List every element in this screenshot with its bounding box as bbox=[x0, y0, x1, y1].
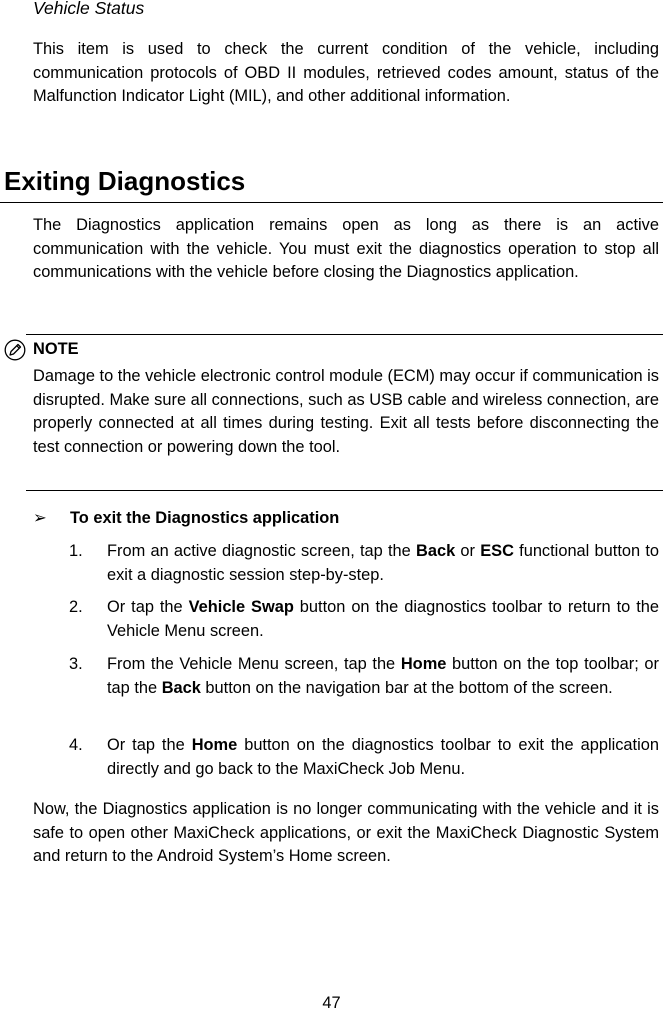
home-button-label: Home bbox=[191, 736, 238, 754]
procedure-title: To exit the Diagnostics application bbox=[70, 509, 340, 527]
section-title-underline bbox=[0, 202, 663, 203]
note-bottom-rule bbox=[26, 490, 663, 491]
procedure-heading bbox=[33, 508, 339, 528]
step-text: From an active diagnostic screen, tap the Back or ESC functional button to exit a diagnostic session step-by-step. bbox=[107, 542, 659, 584]
section-intro-paragraph: The Diagnostics application remains open as long as there is an active communication with the vehicle. You must exit the diagnostics operation to stop all communications with the vehicle before closing the Diagnostics application. bbox=[33, 216, 659, 282]
vehicle-status-subheading: Vehicle Status bbox=[33, 0, 145, 18]
vehicle-status-paragraph: This item is used to check the current condition of the vehicle, including communication protocols of OBD II modules, retrieved codes amount, status of the Malfunction Indicator Light (MIL), and other additional information. bbox=[33, 40, 659, 106]
step-number: 4. bbox=[69, 736, 83, 754]
note-top-rule bbox=[26, 334, 663, 335]
closing-paragraph: Now, the Diagnostics application is no longer communicating with the vehicle and it is safe to open other MaxiCheck applications, or exit the MaxiCheck Diagnostic System and return to the Android System’s Home screen. bbox=[33, 800, 659, 866]
step-number: 2. bbox=[69, 598, 83, 616]
vehicle-swap-button-label: Vehicle Swap bbox=[188, 598, 294, 616]
note-label: NOTE bbox=[33, 340, 79, 358]
esc-button-label: ESC bbox=[480, 542, 514, 560]
back-button-label: Back bbox=[416, 542, 456, 560]
note-text: Damage to the vehicle electronic control module (ECM) may occur if communication is disrupted. Make sure all connections, such as USB cable and wireless connection, are properly connected at all times during testing. Exit all tests before disconnecting the test connection or powering down the tool. bbox=[33, 367, 659, 457]
step-text: From the Vehicle Menu screen, tap the Home button on the top toolbar; or tap the Back button on the navigation bar at the bottom of the screen. bbox=[107, 655, 659, 697]
step-number: 1. bbox=[69, 542, 83, 560]
back-button-label: Back bbox=[161, 678, 201, 697]
home-button-label: Home bbox=[400, 655, 447, 673]
arrow-bullet-icon: ➢ bbox=[33, 509, 47, 527]
pencil-icon bbox=[4, 339, 26, 361]
step-text: Or tap the Home button on the diagnostics toolbar to exit the application directly and go back to the MaxiCheck Job Menu. bbox=[107, 736, 659, 778]
page-number: 47 bbox=[322, 994, 341, 1012]
section-title: Exiting Diagnostics bbox=[4, 166, 246, 196]
step-text: Or tap the Vehicle Swap button on the diagnostics toolbar to return to the Vehicle Menu screen. bbox=[107, 598, 659, 640]
step-number: 3. bbox=[69, 655, 83, 673]
